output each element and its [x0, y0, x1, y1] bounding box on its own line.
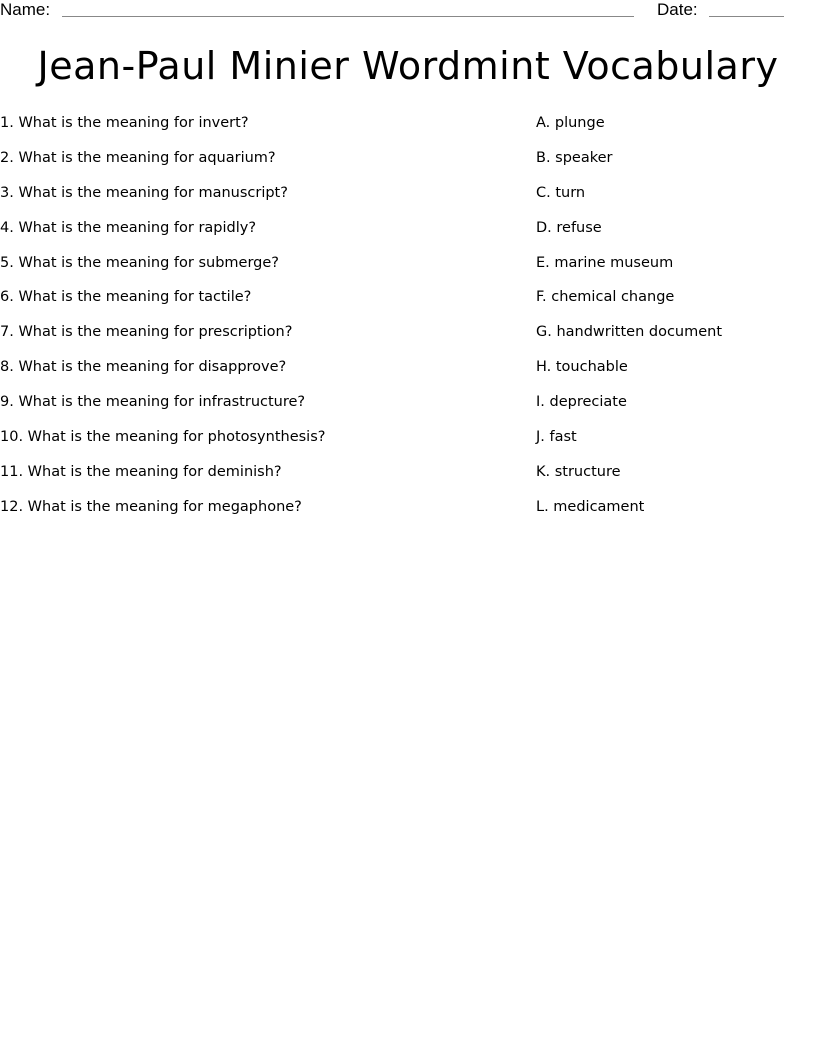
answer-item: D. refuse	[536, 219, 602, 236]
question-item: 8. What is the meaning for disapprove?	[0, 359, 287, 376]
worksheet-title: Jean-Paul Minier Wordmint Vocabulary	[37, 44, 779, 88]
answer-list	[536, 111, 816, 530]
date-blank-line[interactable]	[709, 16, 784, 17]
question-item: 6. What is the meaning for tactile?	[0, 289, 252, 306]
question-item: 1. What is the meaning for invert?	[0, 115, 249, 131]
answer-item: K. structure	[536, 463, 621, 480]
answer-item: E. marine museum	[536, 254, 674, 271]
question-item: 12. What is the meaning for megaphone?	[0, 498, 302, 515]
worksheet-header	[0, 0, 816, 22]
question-item: 3. What is the meaning for manuscript?	[0, 184, 288, 201]
question-item: 4. What is the meaning for rapidly?	[0, 219, 257, 236]
question-item: 9. What is the meaning for infrastructure?	[0, 394, 306, 411]
name-blank-line[interactable]	[62, 16, 634, 17]
question-list	[0, 111, 500, 530]
date-label: Date:	[657, 0, 698, 19]
answer-item: B. speaker	[536, 149, 613, 166]
answer-item: G. handwritten document	[536, 324, 723, 341]
question-item: 11. What is the meaning for deminish?	[0, 463, 282, 480]
answer-item: H. touchable	[536, 359, 628, 376]
answer-item: C. turn	[536, 184, 586, 201]
question-item: 2. What is the meaning for aquarium?	[0, 149, 276, 166]
answer-item: F. chemical change	[536, 289, 675, 306]
answer-item: L. medicament	[536, 498, 645, 515]
answer-item: J. fast	[536, 429, 577, 446]
question-item: 10. What is the meaning for photosynthesis?	[0, 429, 326, 446]
name-label: Name:	[0, 0, 51, 19]
answer-item: A. plunge	[536, 115, 605, 131]
answer-item: I. depreciate	[536, 394, 627, 411]
question-item: 7. What is the meaning for prescription?	[0, 324, 293, 341]
question-item: 5. What is the meaning for submerge?	[0, 254, 279, 271]
